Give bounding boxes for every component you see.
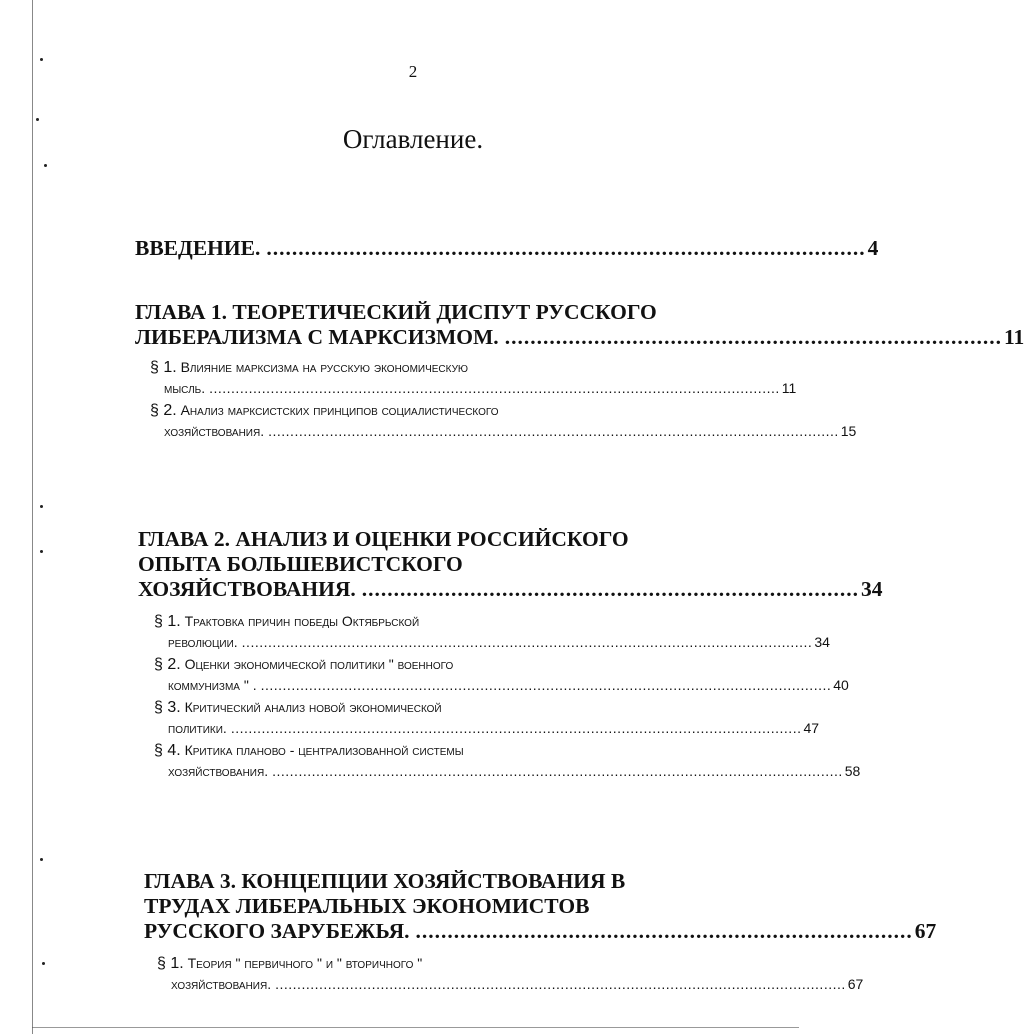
section-page: 67	[847, 976, 864, 992]
toc-section[interactable]	[154, 740, 861, 782]
section-title: Критика планово - централизованной системы	[184, 742, 464, 758]
section-title: Влияние марксизма на русскую экономическую	[180, 359, 469, 375]
chapter-heading-line: ХОЗЯЙСТВОВАНИЯ.	[138, 577, 356, 601]
section-title-cont: хозяйствования.	[171, 976, 272, 992]
scan-speck	[40, 505, 43, 508]
dot-leader: ..................................................................................................................................	[260, 677, 832, 693]
section-page: 40	[833, 677, 849, 693]
section-title-cont: мысль.	[164, 380, 206, 396]
dot-leader: ..................................................................................................................................	[275, 976, 846, 992]
scan-speck	[44, 164, 47, 167]
chapter-heading-line: ГЛАВА 3. КОНЦЕПЦИИ ХОЗЯЙСТВОВАНИЯ В	[144, 869, 626, 893]
dot-leader: ..................................................................................................................................	[272, 763, 843, 779]
toc-chapter-3[interactable]	[144, 869, 937, 944]
section-title: Трактовка причин победы Октябрьской	[184, 613, 420, 629]
toc-chapter-2[interactable]	[138, 527, 883, 602]
section-page: 58	[844, 763, 861, 779]
introduction-label: ВВЕДЕНИЕ.	[135, 236, 261, 260]
chapter-heading-line: ЛИБЕРАЛИЗМА С МАРКСИЗМОМ.	[135, 325, 499, 349]
toc-section[interactable]	[150, 357, 797, 399]
chapter-heading-line: ТРУДАХ ЛИБЕРАЛЬНЫХ ЭКОНОМИСТОВ	[144, 894, 590, 918]
section-marker: § 3.	[154, 699, 181, 716]
dot-leader: ..............................................................................................	[266, 236, 866, 260]
toc-section[interactable]	[154, 697, 820, 739]
scan-bottom-border	[32, 1027, 799, 1028]
section-title-cont: революции.	[168, 634, 238, 650]
scan-speck	[36, 118, 39, 121]
dot-leader: ..............................................................................	[504, 325, 1002, 349]
section-title-cont: политики.	[168, 720, 227, 736]
chapter-heading-line: ГЛАВА 2. АНАЛИЗ И ОЦЕНКИ РОССИЙСКОГО	[138, 527, 629, 551]
toc-chapter-1[interactable]	[135, 300, 1024, 350]
section-page: 15	[840, 423, 857, 439]
dot-leader: ..................................................................................................................................	[241, 634, 813, 650]
page-number: 2	[408, 62, 418, 81]
introduction-page: 4	[867, 236, 879, 260]
section-title-cont: хозяйствования.	[168, 763, 269, 779]
dot-leader: ..................................................................................................................................	[209, 380, 780, 396]
chapter-heading-line: ГЛАВА 1. ТЕОРЕТИЧЕСКИЙ ДИСПУТ РУССКОГО	[135, 300, 657, 324]
toc-section[interactable]	[150, 400, 857, 442]
dot-leader: ..................................................................................................................................	[230, 720, 802, 736]
scan-speck	[40, 58, 43, 61]
section-title-cont: коммунизма " .	[168, 677, 257, 693]
toc-section[interactable]	[157, 953, 864, 995]
section-title: Теория " первичного " и " вторичного "	[187, 955, 423, 971]
section-marker: § 1.	[154, 613, 181, 630]
section-marker: § 1.	[150, 359, 177, 376]
section-marker: § 2.	[154, 656, 181, 673]
page-title: Оглавление.	[342, 124, 484, 154]
dot-leader: ..............................................................................	[361, 577, 859, 601]
chapter-heading-line: РУССКОГО ЗАРУБЕЖЬЯ.	[144, 919, 410, 943]
toc-section[interactable]	[154, 611, 830, 653]
section-page: 47	[803, 720, 820, 736]
section-title-cont: хозяйствования.	[164, 423, 265, 439]
section-title: Критический анализ новой экономической	[184, 699, 442, 715]
section-page: 11	[781, 380, 797, 396]
dot-leader: ..............................................................................	[415, 919, 913, 943]
scan-speck	[40, 858, 43, 861]
section-marker: § 4.	[154, 742, 181, 759]
scan-left-border	[32, 0, 33, 1034]
dot-leader: ..................................................................................................................................	[268, 423, 839, 439]
chapter-heading-line: ОПЫТА БОЛЬШЕВИСТСКОГО	[138, 552, 463, 576]
chapter-page: 11	[1003, 325, 1024, 349]
scan-speck	[40, 550, 43, 553]
toc-introduction[interactable]	[135, 236, 879, 261]
section-marker: § 2.	[150, 402, 177, 419]
scan-speck	[42, 962, 45, 965]
section-marker: § 1.	[157, 955, 184, 972]
toc-section[interactable]	[154, 654, 849, 696]
section-title: Анализ марксистских принципов социалистического	[180, 402, 499, 418]
chapter-page: 67	[914, 919, 937, 943]
section-page: 34	[814, 634, 830, 650]
chapter-page: 34	[860, 577, 883, 601]
section-title: Оценки экономической политики " военного	[184, 656, 454, 672]
